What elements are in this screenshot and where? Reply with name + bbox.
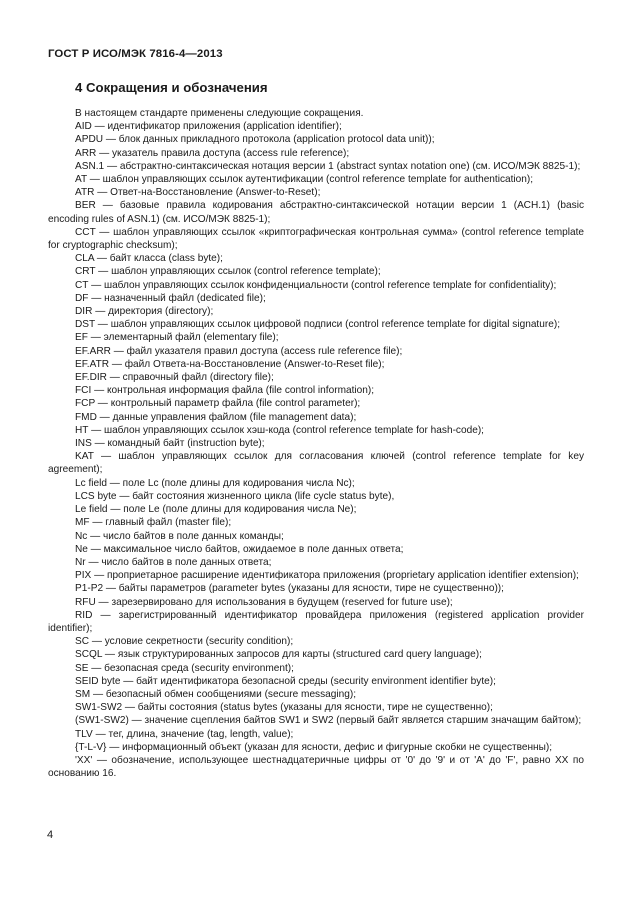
abbreviation-entry: CCT — шаблон управляющих ссылок «криптографическая контрольная сумма» (control reference template for cryptographic checksum); bbox=[48, 226, 584, 252]
abbreviation-entry: ATR — Ответ-на-Восстановление (Answer-to-Reset); bbox=[75, 187, 321, 199]
abbreviation-entry: SM — безопасный обмен сообщениями (secure messaging); bbox=[75, 688, 357, 700]
abbreviation-entry: DIR — директория (directory); bbox=[75, 306, 214, 318]
abbreviation-entry: EF.ATR — файл Ответа-на-Восстановление (Answer-to-Reset file); bbox=[75, 358, 385, 370]
abbreviation-entry: CT — шаблон управляющих ссылок конфиденциальности (control reference template for confidentiality); bbox=[75, 279, 557, 291]
abbreviation-entry: EF.ARR — файл указателя правил доступа (access rule reference file); bbox=[75, 345, 403, 357]
page-number: 4 bbox=[47, 829, 54, 841]
abbreviation-entry: FMD — данные управления файлом (file management data); bbox=[75, 411, 357, 423]
abbreviation-entry: INS — командный байт (instruction byte); bbox=[75, 438, 265, 450]
abbreviation-entry: CRT — шаблон управляющих ссылок (control reference template); bbox=[75, 266, 381, 278]
abbreviation-entry: CLA — байт класса (class byte); bbox=[75, 253, 223, 265]
abbreviation-entry: RID — зарегистрированный идентификатор провайдера приложения (registered application provider identifier); bbox=[48, 609, 584, 634]
abbreviation-entry: EF.DIR — справочный файл (directory file); bbox=[75, 372, 274, 384]
abbreviation-entry: BER — базовые правила кодирования абстрактно-синтаксической нотации версии 1 (АСН.1) (basic encoding rules of ASN.1) (см. ИСО/МЭК 8825-1); bbox=[48, 200, 584, 225]
abbreviation-entry: Ne — максимальное число байтов, ожидаемое в поле данных ответа; bbox=[75, 543, 404, 555]
abbreviations-body bbox=[48, 107, 584, 780]
abbreviation-entry: AT — шаблон управляющих ссылок аутентификации (control reference template for authentication); bbox=[75, 174, 534, 186]
abbreviation-entry: LCS byte — байт состояния жизненного цикла (life cycle status byte), bbox=[75, 490, 395, 502]
abbreviation-entry: SW1-SW2 — байты состояния (status bytes (указаны для ясности, тире не существенно); bbox=[75, 702, 493, 714]
abbreviation-entry: AID — идентификатор приложения (application identifier); bbox=[75, 121, 342, 133]
abbreviation-entry: FCP — контрольный параметр файла (file control parameter); bbox=[75, 398, 361, 410]
abbreviation-entry: HT — шаблон управляющих ссылок хэш-кода (control reference template for hash-code); bbox=[75, 424, 484, 436]
abbreviation-entry: KAT — шаблон управляющих ссылок для согласования ключей (control reference template for key agreement); bbox=[48, 451, 584, 476]
section-title: 4 Сокращения и обозначения bbox=[75, 80, 268, 95]
abbreviation-entry: TLV — тег, длина, значение (tag, length, value); bbox=[75, 728, 294, 740]
standard-header: ГОСТ Р ИСО/МЭК 7816-4—2013 bbox=[48, 48, 223, 60]
abbreviation-entry: MF — главный файл (master file); bbox=[75, 517, 232, 529]
abbreviation-list bbox=[48, 120, 584, 780]
abbreviation-entry: ASN.1 — абстрактно-синтаксическая нотация версии 1 (abstract syntax notation one) (см. ИСО/МЭК 8825-1); bbox=[75, 160, 581, 172]
abbreviation-entry: EF — элементарный файл (elementary file); bbox=[75, 332, 279, 344]
abbreviation-entry: SEID byte — байт идентификатора безопасной среды (security environment identifier byte); bbox=[75, 675, 496, 687]
abbreviation-entry: DST — шаблон управляющих ссылок цифровой подписи (control reference template for digital signature); bbox=[75, 319, 560, 331]
abbreviation-entry: ARR — указатель правила доступа (access rule reference); bbox=[75, 147, 350, 159]
abbreviation-entry: DF — назначенный файл (dedicated file); bbox=[75, 292, 266, 304]
abbreviation-entry: Nc — число байтов в поле данных команды; bbox=[75, 530, 284, 542]
abbreviation-entry: APDU — блок данных прикладного протокола (application protocol data unit)); bbox=[75, 134, 435, 146]
abbreviation-entry: SE — безопасная среда (security environment); bbox=[75, 662, 294, 674]
abbreviation-entry: Lc field — поле Lc (поле длины для кодирования числа Nc); bbox=[75, 477, 355, 489]
abbreviation-entry: Le field — поле Le (поле длины для кодирования числа Ne); bbox=[75, 504, 357, 516]
abbreviation-entry: 'XX' — обозначение, использующее шестнадцатеричные цифры от '0' до '9' и от 'A' до 'F', равно XX по основанию 16. bbox=[48, 754, 584, 780]
abbreviation-entry: P1-P2 — байты параметров (parameter bytes (указаны для ясности, тире не существенно)); bbox=[75, 583, 504, 595]
abbreviation-entry: SCQL — язык структурированных запросов для карты (structured card query language); bbox=[75, 649, 482, 661]
abbreviation-entry: RFU — зарезервировано для использования в будущем (reserved for future use); bbox=[75, 596, 453, 608]
abbreviation-entry: PIX — проприетарное расширение идентификатора приложения (proprietary application identifier extension); bbox=[75, 570, 579, 582]
intro-paragraph: В настоящем стандарте применены следующие сокращения. bbox=[75, 108, 364, 119]
abbreviation-entry: FCI — контрольная информация файла (file control information); bbox=[75, 385, 375, 397]
abbreviation-entry: (SW1-SW2) — значение сцепления байтов SW1 и SW2 (первый байт является старшим значащим байтом); bbox=[75, 715, 582, 727]
abbreviation-entry: {T-L-V} — информационный объект (указан для ясности, дефис и фигурные скобки не существенны); bbox=[75, 741, 553, 753]
abbreviation-entry: SC — условие секретности (security condition); bbox=[75, 636, 294, 648]
abbreviation-entry: Nr — число байтов в поле данных ответа; bbox=[75, 556, 272, 568]
